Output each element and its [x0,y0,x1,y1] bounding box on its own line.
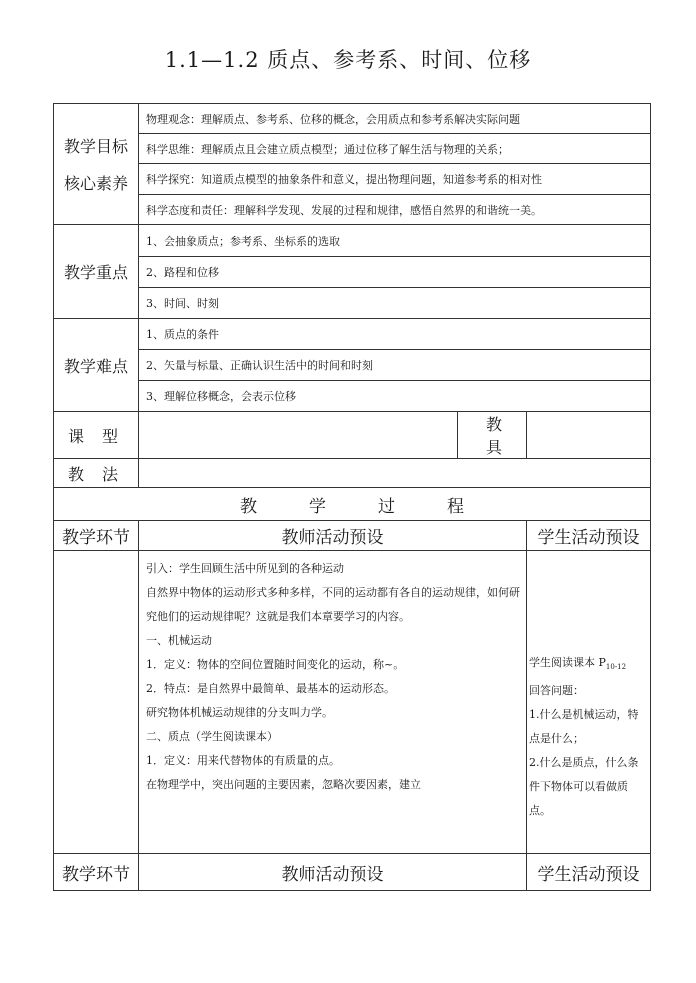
teacher-line: 引入：学生回顾生活中所见到的各种运动 [146,562,344,575]
key-point-item: 3、时间、时刻 [139,288,651,319]
key-point-item: 1、会抽象质点；参考系、坐标系的选取 [139,225,651,257]
method-label: 教法 [54,459,139,488]
lesson-plan-table [53,103,651,891]
method-value [139,459,651,488]
goal-item: 科学态度和责任：理解科学发现、发展的过程和规律，感悟自然界的和谐统一美。 [139,195,651,225]
goals-label-line1: 教学目标 [63,137,128,156]
key-point-item: 2、路程和位移 [139,257,651,288]
difficulties-label: 教学难点 [54,319,139,412]
teacher-header: 教师活动预设 [139,521,527,551]
goals-label-cell [54,104,139,225]
difficulty-item: 3、理解位移概念，会表示位移 [139,381,651,412]
teacher-line: 一、机械运动 [146,634,212,647]
key-points-label: 教学重点 [54,225,139,319]
teacher-line: 研究物体机械运动规律的分支叫力学。 [146,706,333,719]
teaching-aids-value [527,412,651,459]
teacher-line: 自然界中物体的运动形式多种多样，不同的运动都有各自的运动规律，如何研究他们的运动规律呢？这就是我们本章要学习的内容。 [146,586,520,623]
teacher-content [139,551,527,854]
student-line: 1.什么是机械运动，特点是什么； [529,708,639,746]
teacher-line: 在物理学中，突出问题的主要因素，忽略次要因素，建立 [146,778,421,791]
goal-item: 科学探究：知道质点模型的抽象条件和意义，提出物理问题，知道参考系的相对性 [139,164,651,195]
stage-header-repeat: 教学环节 [54,854,139,891]
page-title: 1.1—1.2 质点、参考系、时间、位移 [164,48,532,72]
stage-header: 教学环节 [54,521,139,551]
process-heading: 教学过程 [54,488,651,521]
page-range: 10-12 [605,663,627,672]
student-header-repeat: 学生活动预设 [527,854,651,891]
teacher-line: 1．定义：物体的空间位置随时间变化的运动，称~。 [146,658,405,671]
goal-item: 科学思维：理解质点且会建立质点模型；通过位移了解生活与物理的关系； [139,134,651,164]
teacher-line: 2．特点：是自然界中最简单、最基本的运动形态。 [146,682,395,695]
difficulty-item: 2、矢量与标量、正确认识生活中的时间和时刻 [139,350,651,381]
student-header: 学生活动预设 [527,521,651,551]
student-line: 学生阅读课本 $P_{10-12}$ [529,655,627,672]
lesson-type-value [139,412,458,459]
goal-item: 物理观念：理解质点、参考系、位移的概念，会用质点和参考系解决实际问题 [139,104,651,134]
student-content [527,551,651,854]
teaching-aids-label: 教具 [458,412,527,459]
student-line: 2.什么是质点，什么条件下物体可以看做质点。 [529,756,639,818]
student-line: 回答问题： [529,684,584,698]
difficulty-item: 1、质点的条件 [139,319,651,350]
teacher-line: 二、质点（学生阅读课本） [146,730,278,743]
stage-cell [54,551,139,854]
goals-label-line2: 核心素养 [63,174,128,193]
lesson-type-label: 课型 [54,412,139,459]
teacher-line: 1．定义：用来代替物体的有质量的点。 [146,754,340,767]
teacher-header-repeat: 教师活动预设 [139,854,527,891]
